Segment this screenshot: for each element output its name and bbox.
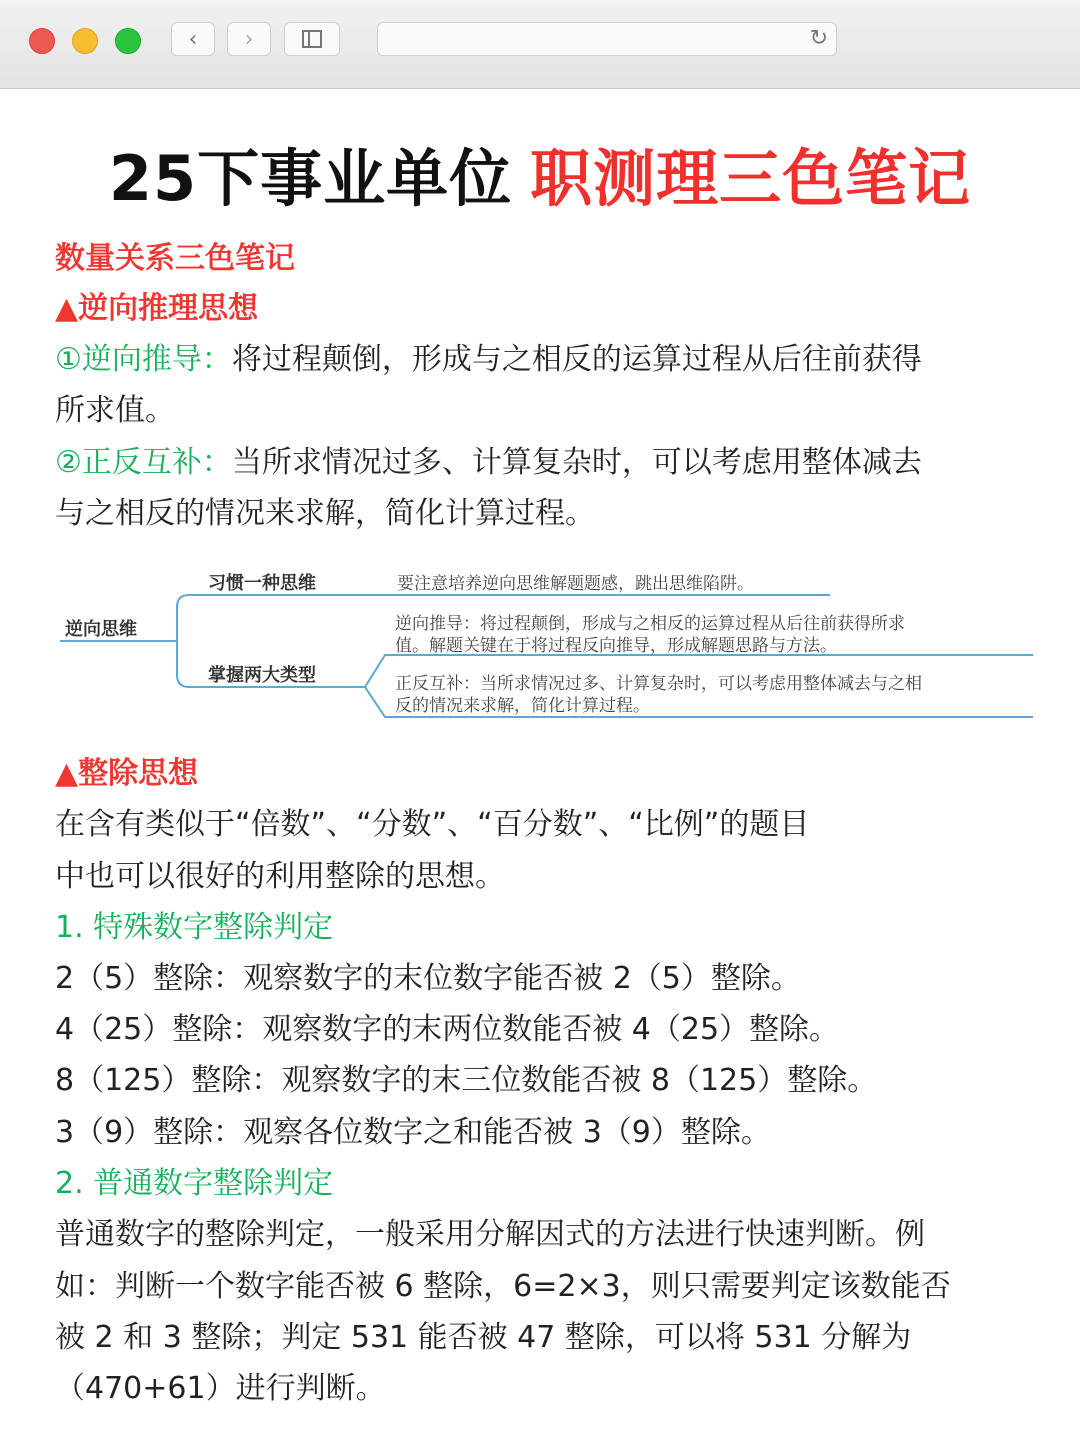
divide-sub-2: 2. 普通数字整除判定: [55, 1166, 334, 1201]
mindmap-root: 逆向思维: [65, 619, 137, 640]
mindmap: [55, 559, 1035, 724]
mindmap-leaf-2a: 正反互补：当所求情况过多、计算复杂时，可以考虑用整体减去与之相: [395, 674, 922, 694]
reverse-item-2-cont: 与之相反的情况来求解，简化计算过程。: [55, 496, 595, 531]
divide-para: （470+61）进行判断。: [55, 1371, 386, 1406]
address-bar[interactable]: [377, 22, 837, 56]
divide-para: 如：判断一个数字能否被 6 整除，6=2×3，则只需要判定该数能否: [55, 1269, 951, 1304]
divide-intro-b: 中也可以很好的利用整除的思想。: [55, 859, 505, 894]
chevron-right-icon: ›: [244, 26, 254, 52]
sidebar-icon: [302, 30, 322, 48]
maximize-window-button[interactable]: [115, 28, 141, 54]
divide-rule: 8（125）整除：观察数字的末三位数能否被 8（125）整除。: [55, 1063, 878, 1098]
divide-heading: ▲整除思想: [55, 756, 199, 791]
divide-rule: 2（5）整除：观察数字的末位数字能否被 2（5）整除。: [55, 961, 801, 996]
reverse-heading: ▲逆向推理思想: [55, 291, 259, 326]
mindmap-leaf-1b: 值。解题关键在于将过程反向推导，形成解题思路与方法。: [395, 636, 837, 656]
divide-rule: 4（25）整除：观察数字的末两位数能否被 4（25）整除。: [55, 1012, 840, 1047]
divide-para: 普通数字的整除判定，一般采用分解因式的方法进行快速判断。例: [55, 1217, 925, 1252]
reverse-item-1-cont: 所求值。: [55, 393, 175, 428]
reverse-item-1: [55, 340, 922, 380]
back-button[interactable]: [171, 22, 215, 56]
divide-intro-a: 在含有类似于“倍数”、“分数”、“百分数”、“比例”的题目: [55, 807, 810, 842]
reload-icon[interactable]: ↻: [809, 26, 828, 51]
mindmap-leaf-2b: 反的情况来求解，简化计算过程。: [395, 696, 650, 716]
item-label: ②正反互补：: [55, 445, 232, 480]
item-text: 将过程颠倒，形成与之相反的运算过程从后往前获得: [231, 342, 922, 377]
browser-toolbar: [0, 0, 1080, 89]
mindmap-leaf-1a: 逆向推导：将过程颠倒，形成与之相反的运算过程从后往前获得所求: [395, 614, 905, 634]
item-label: ①逆向推导：: [55, 342, 232, 377]
forward-button[interactable]: [227, 22, 271, 56]
sidebar-button[interactable]: [284, 22, 340, 56]
close-window-button[interactable]: [29, 28, 55, 54]
divide-para: 被 2 和 3 整除；判定 531 能否被 47 整除，可以将 531 分解为: [55, 1320, 912, 1355]
title-red: 职测理三色笔记: [530, 142, 972, 215]
mindmap-branch-1-note: 要注意培养逆向思维解题题感，跳出思维陷阱。: [397, 574, 754, 594]
page-title: [0, 129, 1080, 218]
mindmap-branch-2: 掌握两大类型: [208, 665, 316, 686]
title-dark: 25下事业单位: [108, 142, 513, 215]
divide-sub-1: 1. 特殊数字整除判定: [55, 910, 334, 945]
section-heading: 数量关系三色笔记: [55, 241, 295, 276]
reverse-item-2: [55, 443, 922, 483]
chevron-left-icon: ‹: [188, 26, 198, 52]
minimize-window-button[interactable]: [72, 28, 98, 54]
divide-rule: 3（9）整除：观察各位数字之和能否被 3（9）整除。: [55, 1115, 771, 1150]
item-text: 当所求情况过多、计算复杂时，可以考虑用整体减去: [231, 445, 922, 480]
mindmap-branch-1: 习惯一种思维: [208, 573, 316, 594]
